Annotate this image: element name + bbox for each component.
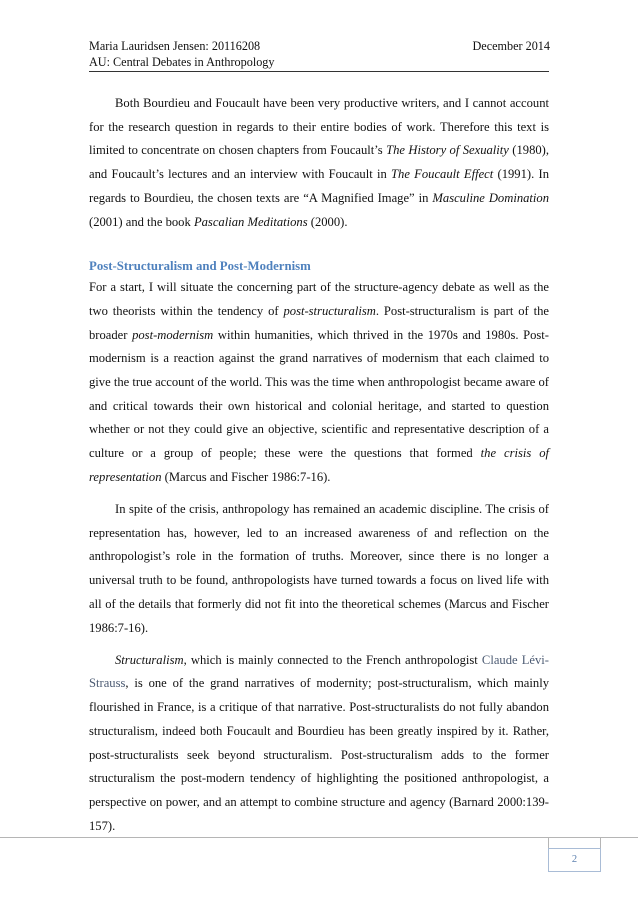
text-run: (1980), and Foucault’s lectures and an interview with Foucault in	[89, 143, 550, 182]
header-date: December 2014	[472, 39, 550, 53]
paragraph-structuralism	[89, 649, 549, 839]
italic-title: Pascalian Meditations	[193, 214, 308, 229]
text-run: Both Bourdieu and Foucault have been very productive writers, and I cannot account for the research question in regards to their entire bodies of work. Therefore this text is limited to concentrate on chosen chapters from Foucault’s	[89, 96, 549, 158]
text-run: (2001) and the book	[89, 214, 194, 229]
header-rule	[89, 71, 549, 72]
text-run: , is one of the grand narratives of modernity; post-structuralism, which mainly flourished in France, is a critique of that narrative. Post-structuralists do not fully abandon structuralism, indeed both Foucault and Bourdieu has been greatly inspired by it. Rather, post-structuralists seek beyond structuralism. Post-structuralism adds to the former structuralism the post-modern tendency of highlighting the positioned anthropologist, a perspective on power, and an attempt to combine structure and agency (Barnard 2000:139-157).	[89, 676, 549, 833]
spacer	[89, 490, 549, 499]
paragraph-crisis	[89, 498, 549, 640]
text-run: within humanities, which thrived in the 1970s and 1980s. Post-modernism is a reaction against the grand narratives of modernism that each claimed to give the true account of the world. This was the time when anthropologist became aware of and critical towards their own historical and colonial heritage, and started to question whether or not they could give an objective, scientific and representative description of a culture or a group of people; these were the questions that formed	[89, 327, 549, 461]
italic-term: the crisis of representation	[89, 446, 549, 484]
text-run: (1991). In regards to Bourdieu, the chosen texts are “A Magnified Image” in	[89, 167, 549, 205]
text-run: For a start, I will situate the concerning part of the structure-agency debate as well as the two theorists within the tendency of	[89, 280, 549, 318]
spacer	[89, 640, 549, 649]
text-run: (2000).	[307, 214, 348, 229]
footer-rule	[0, 837, 638, 838]
author-line: Maria Lauridsen Jensen: 20116208	[89, 39, 261, 53]
italic-term: Structuralism	[115, 652, 184, 667]
text-run: . Post-structuralism is part of the broader	[89, 303, 549, 342]
paragraph-intro	[89, 92, 549, 234]
italic-term: post-modernism	[132, 327, 214, 342]
document-body	[89, 92, 549, 838]
section-heading: Post-Structuralism and Post-Modernism	[89, 259, 311, 274]
italic-term: post-structuralism	[283, 303, 376, 318]
spacer	[89, 234, 549, 256]
italic-title: Masculine Domination	[432, 190, 550, 205]
page-number-tab	[548, 837, 601, 848]
text-run: , which is mainly connected to the French anthropologist	[183, 652, 482, 667]
text-run: In spite of the crisis, anthropology has remained an academic discipline. The crisis of representation has, however, led to an increased awareness of and reflection on the anthropologist’s role in the formation of truths. Moreover, since there is no longer a universal truth to be found, anthropologists have turned towards a focus on lived life with all of the details that formerly did not fit into the theoretical schemes (Marcus and Fischer 1986:7-16).	[89, 502, 549, 635]
person-name: Claude Lévi-Strauss	[89, 652, 549, 691]
paragraph-post-structuralism	[89, 276, 549, 489]
italic-title: The History of Sexuality	[386, 143, 509, 158]
italic-title: The Foucault Effect	[391, 167, 494, 182]
text-run: (Marcus and Fischer 1986:7-16).	[161, 469, 331, 484]
page-number: 2	[548, 848, 601, 872]
course-line: AU: Central Debates in Anthropology	[89, 55, 275, 69]
